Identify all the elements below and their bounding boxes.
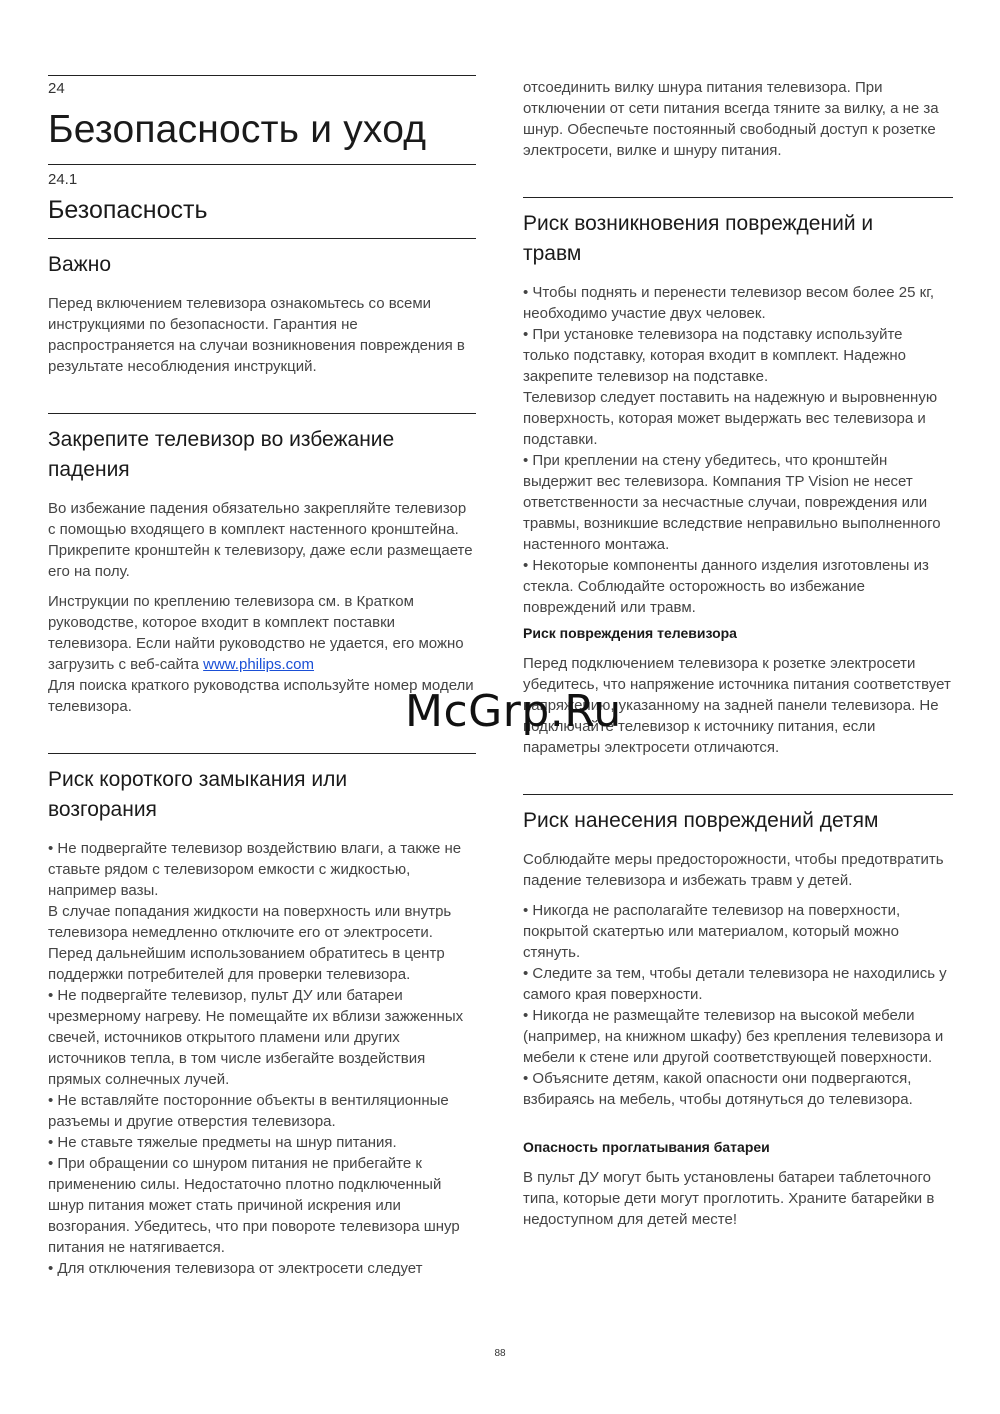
important-paragraph: Перед включением телевизора ознакомьтесь со всеми инструкциями по безопасности. Гарантия не распространяется на случаи возникновения повреждения в результате несоблюдения инструкций. [48, 295, 465, 375]
heading-important: Важно [48, 253, 112, 276]
heading-battery: Опасность проглатывания батареи [523, 1139, 770, 1155]
section-number: 24.1 [48, 171, 78, 188]
injury-item: • При креплении на стену убедитесь, что кронштейн выдержит вес телевизора. Компания TP Vision не несет ответственности за несчастные случаи, повреждения или травмы, возникшие вследствие неправильно выполненного настенного монтажа. [523, 452, 941, 553]
heading-secure-line2: падения [48, 458, 130, 481]
subsection-rule-secure [48, 413, 476, 414]
watermark: McGrp.Ru [405, 686, 622, 737]
injury-item: • Некоторые компоненты данного изделия изготовлены из стекла. Соблюдайте осторожность во избежание повреждений или травм. [523, 557, 929, 616]
heading-tv-damage: Риск повреждения телевизора [523, 625, 737, 641]
injury-item: Телевизор следует поставить на надежную и выровненную поверхность, которая может выдержать вес телевизора и подставки. [523, 389, 938, 448]
tv-damage-paragraph: Перед подключением телевизора к розетке электросети убедитесь, что напряжение источника питания соответствует напряжению, указанному на задней панели телевизора. Не подключайте телевизор к источнику питания, если параметры электросети отличаются. [523, 655, 951, 756]
injury-item: • Чтобы поднять и перенести телевизор весом более 25 кг, необходимо участие двух человек. [523, 284, 934, 322]
fire-item: • Для отключения телевизора от электросети следует [48, 1260, 423, 1277]
chapter-number: 24 [48, 80, 65, 97]
children-text [523, 849, 953, 1110]
battery-text [523, 1167, 953, 1230]
injury-text [523, 282, 953, 618]
continuation-text [523, 77, 953, 161]
section-title: Безопасность [48, 196, 208, 224]
fire-item: В случае попадания жидкости на поверхность или внутрь телевизора немедленно отключите его от электросети. Перед дальнейшим использованием обратитесь в центр поддержки потребителей для проверки телевизора. [48, 903, 452, 983]
children-item: • Объясните детям, какой опасности они подвергаются, взбираясь на мебель, чтобы дотянуться до телевизора. [523, 1070, 913, 1108]
fire-item: • Не вставляйте посторонние объекты в вентиляционные разъемы и другие отверстия телевизора. [48, 1092, 449, 1130]
fire-item: • Не ставьте тяжелые предметы на шнур питания. [48, 1134, 397, 1151]
secure-paragraph-2-text: Инструкции по креплению телевизора см. в Кратком руководстве, которое входит в комплект поставки телевизора. Если найти руководство не удается, его можно загрузить с веб-сайта [48, 593, 464, 673]
chapter-title: Безопасность и уход [48, 108, 427, 151]
philips-link[interactable]: www.philips.com [203, 656, 315, 673]
heading-secure [48, 425, 476, 485]
heading-injury [523, 209, 953, 269]
children-intro: Соблюдайте меры предосторожности, чтобы предотвратить падение телевизора и избежать травм у детей. [523, 851, 944, 889]
secure-text [48, 498, 476, 717]
children-item: • Никогда не располагайте телевизор на поверхности, покрытой скатертью или материалом, который можно стянуть. [523, 902, 901, 961]
section-rule [48, 164, 476, 165]
heading-fire [48, 765, 476, 825]
important-text [48, 293, 476, 377]
subsection-rule-important [48, 238, 476, 239]
fire-text [48, 838, 476, 1279]
secure-paragraph-1: Во избежание падения обязательно закрепляйте телевизор с помощью входящего в комплект настенного кронштейна. Прикрепите кронштейн к телевизору, даже если размещаете его на полу. [48, 500, 473, 580]
heading-injury-line1: Риск возникновения повреждений и [523, 212, 874, 235]
heading-children: Риск нанесения повреждений детям [523, 809, 879, 832]
secure-paragraph-2 [48, 591, 476, 675]
children-item: • Следите за тем, чтобы детали телевизора не находились у самого края поверхности. [523, 965, 947, 1003]
heading-fire-line1: Риск короткого замыкания или [48, 768, 348, 791]
subsection-rule-injury [523, 197, 953, 198]
fire-item: • Не подвергайте телевизор, пульт ДУ или батареи чрезмерному нагреву. Не помещайте их вблизи зажженных свечей, источников открытого пламени или других источников тепла, в том числе избегайте воздействия прямых солнечных лучей. [48, 987, 464, 1088]
heading-secure-line1: Закрепите телевизор во избежание [48, 428, 395, 451]
fire-item: • Не подвергайте телевизор воздействию влаги, а также не ставьте рядом с телевизором емкости с жидкостью, например вазы. [48, 840, 462, 899]
page-number: 88 [494, 1348, 506, 1359]
battery-paragraph: В пульт ДУ могут быть установлены батареи таблеточного типа, которые дети могут проглотить. Храните батарейки в недоступном для детей месте! [523, 1169, 935, 1228]
continuation-paragraph: отсоединить вилку шнура питания телевизора. При отключении от сети питания всегда тяните за вилку, а не за шнур. Обеспечьте постоянный свободный доступ к розетке электросети, вилке и шнуру питания. [523, 79, 939, 159]
secure-paragraph-3: Для поиска краткого руководства используйте номер модели телевизора. [48, 677, 474, 715]
injury-item: • При установке телевизора на подставку используйте только подставку, которая входит в комплект. Надежно закрепите телевизор на подставке. [523, 326, 907, 385]
heading-fire-line2: возгорания [48, 798, 157, 821]
fire-item: • При обращении со шнуром питания не прибегайте к применению силы. Недостаточно плотно подключенный шнур питания может стать причиной искрения или возгорания. Убедитесь, что при повороте телевизора шнур питания не натягивается. [48, 1155, 460, 1256]
children-item: • Никогда не размещайте телевизор на высокой мебели (например, на книжном шкафу) без крепления телевизора и мебели к стене или другой соответствующей поверхности. [523, 1007, 944, 1066]
subsection-rule-fire [48, 753, 476, 754]
heading-injury-line2: травм [523, 242, 582, 265]
subsection-rule-children [523, 794, 953, 795]
chapter-rule [48, 75, 476, 76]
